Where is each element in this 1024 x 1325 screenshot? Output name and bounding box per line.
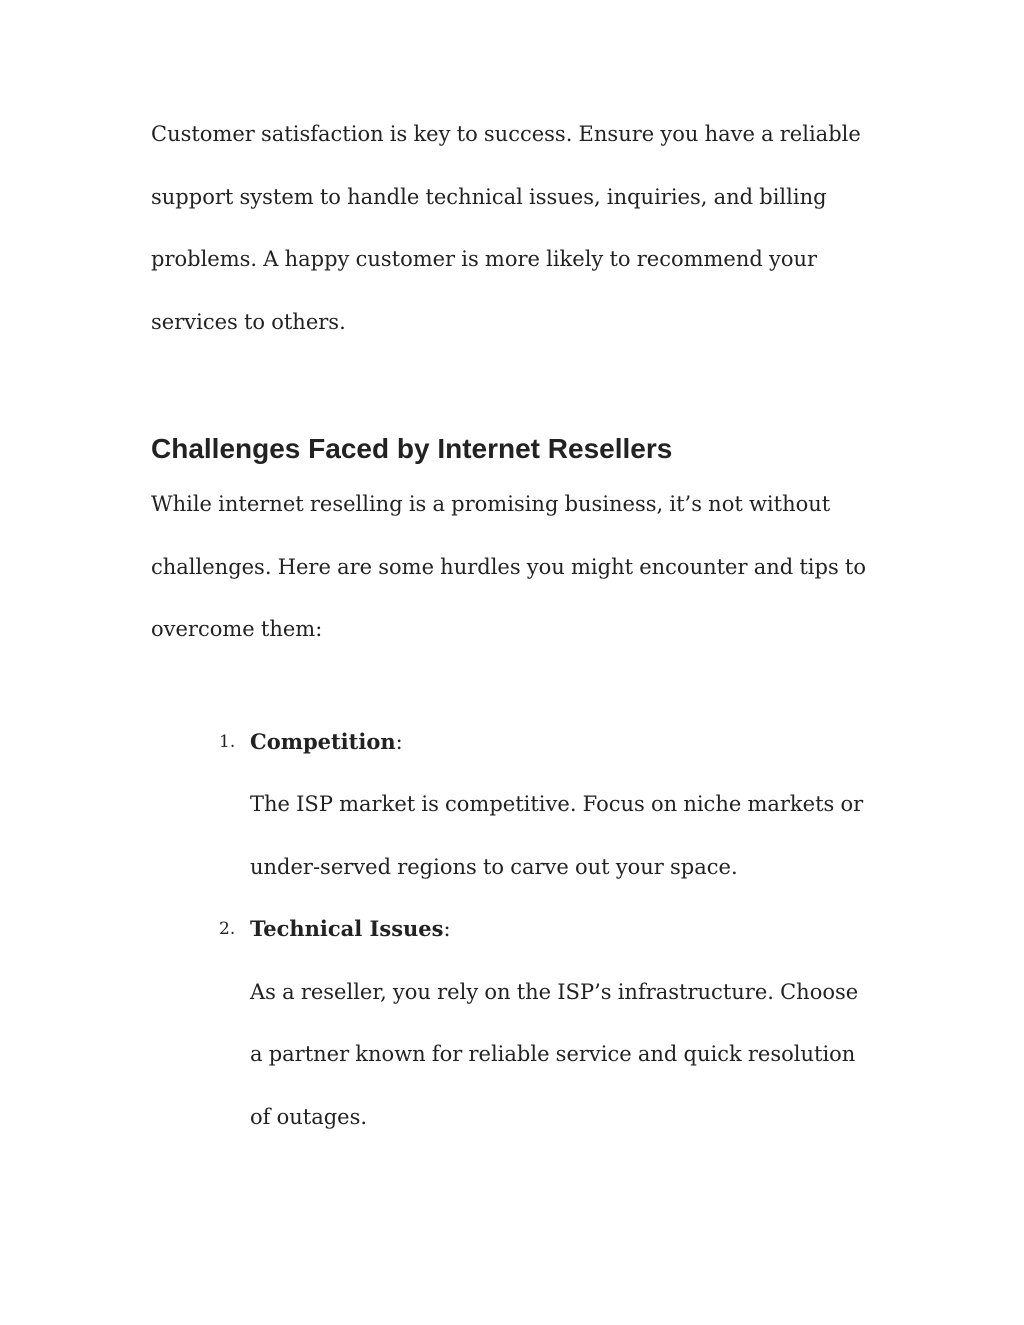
list-item-title-suffix: : — [395, 729, 403, 754]
list-item-number: 2. — [219, 919, 236, 939]
list-item-title-suffix: : — [443, 917, 451, 941]
section-lead-paragraph: While internet reselling is a promising business, it’s not without challenges. Here are some hurdles you might encounter and tips to overcome them: — [151, 492, 866, 641]
list-item — [151, 711, 881, 899]
list-item — [151, 898, 881, 1148]
list-item-number: 1. — [219, 731, 236, 752]
section-heading: Challenges Faced by Internet Resellers — [151, 433, 673, 464]
document-page — [151, 103, 881, 1148]
list-item-title: Technical Issues — [250, 916, 444, 941]
intro-paragraph: Customer satisfaction is key to success. Ensure you have a reliable support system to handle technical issues, inquiries, and billing problems. A happy customer is more likely to recommend your services to others. — [151, 122, 861, 334]
list-item-title-line — [250, 711, 881, 774]
list-item-body: As a reseller, you rely on the ISP’s infrastructure. Choose a partner known for reliable service and quick resolution of outages. — [250, 979, 859, 1129]
challenges-list — [151, 711, 881, 1149]
list-item-body: The ISP market is competitive. Focus on niche markets or under-served regions to carve out your space. — [250, 792, 864, 879]
list-item-title: Competition — [250, 728, 396, 754]
list-item-title-line — [250, 898, 881, 961]
